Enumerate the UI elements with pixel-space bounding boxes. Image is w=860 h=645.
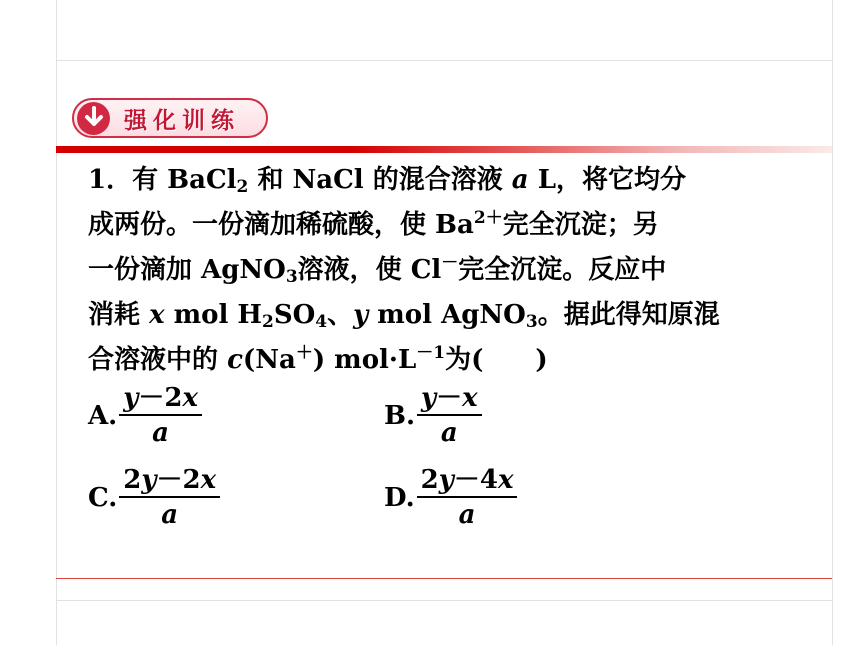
frame-line-bottom — [56, 600, 832, 601]
option-d[interactable]: D. $\frac{2y-4x}{a}$ — [384, 464, 517, 532]
question-text — [88, 158, 808, 383]
option-c-fraction: $\frac{2y-2x}{a}$ — [119, 464, 220, 532]
red-divider-bar — [56, 146, 832, 153]
option-a-fraction: $\frac{y-2x}{a}$ — [119, 382, 202, 450]
question-line-4: 消耗 x mol $H_2SO_4$、y mol AgNO$_3$。据此得知原混 — [88, 300, 720, 332]
question-line-5: 合溶液中的 c(Na＋) $mol\cdot L^{-1}$为( ) — [88, 343, 548, 375]
question-line-3: 一份滴加 AgNO$_3$溶液，使 Cl－完全沉淀。反应中 — [88, 253, 667, 287]
bottom-divider — [56, 578, 832, 579]
arrow-down-circle-icon — [77, 102, 110, 135]
option-b[interactable]: B. $\frac{y-x}{a}$ — [384, 382, 482, 450]
question-line-2: 成两份。一份滴加稀硫酸，使 $Ba^{2+}$完全沉淀；另 — [88, 208, 659, 240]
option-c[interactable]: C. $\frac{2y-2x}{a}$ — [88, 464, 220, 532]
option-a[interactable]: A. $\frac{y-2x}{a}$ — [88, 382, 202, 450]
section-title: 强化训练 — [124, 107, 240, 134]
option-b-fraction: $\frac{y-x}{a}$ — [417, 382, 482, 450]
section-badge — [72, 98, 268, 138]
option-d-fraction: $\frac{2y-4x}{a}$ — [417, 464, 518, 532]
question-line-1: 1．有 BaCl$_2$ 和 NaCl 的混合溶液 a L，将它均分 — [88, 165, 686, 197]
frame-line-top — [56, 60, 832, 61]
